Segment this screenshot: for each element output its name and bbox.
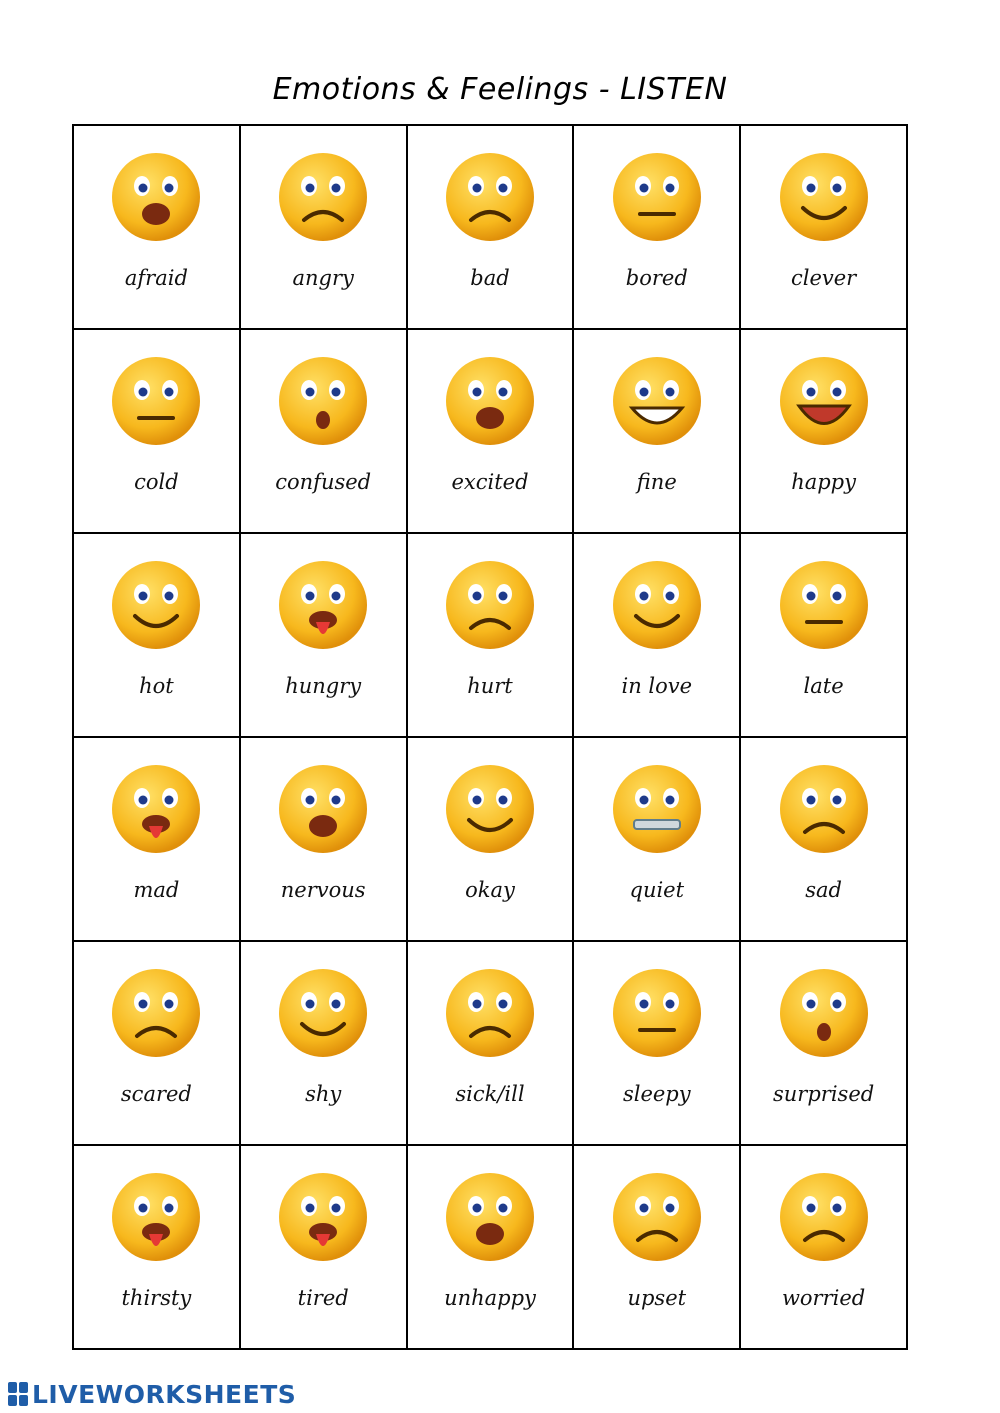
emotion-label: hot [139, 674, 174, 698]
surprised-face-icon [769, 958, 879, 1068]
emotion-label: nervous [280, 878, 366, 902]
emotion-label: okay [465, 878, 515, 902]
emotion-label: confused [275, 470, 372, 494]
cold-face-icon [101, 346, 211, 456]
emotion-card [74, 330, 241, 534]
emotion-card [574, 330, 741, 534]
sick-face-icon [435, 958, 545, 1068]
emotion-label: sick/ill [455, 1082, 525, 1106]
emotion-card [74, 126, 241, 330]
emotion-label: afraid [124, 266, 188, 290]
late-face-icon [769, 550, 879, 660]
emotion-label: surprised [773, 1082, 875, 1106]
emotion-label: upset [627, 1286, 687, 1310]
emotion-label: tired [297, 1286, 349, 1310]
hungry-face-icon [268, 550, 378, 660]
emotion-card [574, 126, 741, 330]
emotion-card [408, 942, 575, 1146]
brand-logo [8, 1380, 296, 1408]
emotion-card [741, 534, 908, 738]
emotion-label: clever [790, 266, 857, 290]
okay-face-icon [435, 754, 545, 864]
clever-face-icon [769, 142, 879, 252]
emotion-card [574, 1146, 741, 1350]
emotion-label: excited [451, 470, 529, 494]
emotion-card [241, 1146, 408, 1350]
afraid-face-icon [101, 142, 211, 252]
emotion-label: in love [621, 674, 693, 698]
nervous-face-icon [268, 754, 378, 864]
emotion-card [741, 126, 908, 330]
emotion-card [408, 1146, 575, 1350]
emotion-card [741, 330, 908, 534]
emotion-card [574, 534, 741, 738]
emotion-card [241, 126, 408, 330]
emotion-card [74, 1146, 241, 1350]
excited-face-icon [435, 346, 545, 456]
tired-face-icon [268, 1162, 378, 1272]
bad-face-icon [435, 142, 545, 252]
emotion-label: thirsty [121, 1286, 192, 1310]
emotion-card-grid [72, 124, 908, 1350]
emotion-label: scared [120, 1082, 192, 1106]
worried-face-icon [769, 1162, 879, 1272]
emotion-label: cold [134, 470, 179, 494]
page-title: Emotions & Feelings - LISTEN [272, 72, 728, 107]
unhappy-face-icon [435, 1162, 545, 1272]
happy-face-icon [769, 346, 879, 456]
emotion-card [408, 534, 575, 738]
emotion-card [741, 1146, 908, 1350]
emotion-card [241, 942, 408, 1146]
emotion-label: late [803, 674, 844, 698]
in-love-face-icon [602, 550, 712, 660]
emotion-label: hungry [285, 674, 362, 698]
sad-face-icon [769, 754, 879, 864]
emotion-card [574, 738, 741, 942]
confused-face-icon [268, 346, 378, 456]
emotion-label: sleepy [622, 1082, 691, 1106]
upset-face-icon [602, 1162, 712, 1272]
shy-face-icon [268, 958, 378, 1068]
scared-face-icon [101, 958, 211, 1068]
hot-face-icon [101, 550, 211, 660]
emotion-card [574, 942, 741, 1146]
emotion-card [408, 330, 575, 534]
emotion-card [741, 942, 908, 1146]
emotion-label: quiet [629, 878, 685, 902]
emotion-card [241, 534, 408, 738]
emotion-card [408, 738, 575, 942]
emotion-label: bad [470, 266, 510, 290]
mad-face-icon [101, 754, 211, 864]
emotion-label: angry [292, 266, 354, 290]
emotion-card [74, 534, 241, 738]
emotion-card [74, 942, 241, 1146]
emotion-label: shy [305, 1082, 342, 1106]
emotion-label: bored [625, 266, 688, 290]
emotion-label: fine [636, 470, 677, 494]
emotion-label: happy [791, 470, 856, 494]
emotion-label: unhappy [444, 1286, 536, 1310]
sleepy-face-icon [602, 958, 712, 1068]
brand-name: LIVEWORKSHEETS [32, 1379, 297, 1409]
fine-face-icon [602, 346, 712, 456]
emotion-label: sad [805, 878, 842, 902]
emotion-card [241, 738, 408, 942]
emotion-card [741, 738, 908, 942]
quiet-face-icon [602, 754, 712, 864]
liveworksheets-logo-icon [8, 1382, 28, 1406]
emotion-label: hurt [467, 674, 513, 698]
emotion-card [408, 126, 575, 330]
thirsty-face-icon [101, 1162, 211, 1272]
angry-face-icon [268, 142, 378, 252]
emotion-card [241, 330, 408, 534]
hurt-face-icon [435, 550, 545, 660]
emotion-label: worried [781, 1286, 866, 1310]
emotion-label: mad [133, 878, 180, 902]
bored-face-icon [602, 142, 712, 252]
emotion-card [74, 738, 241, 942]
